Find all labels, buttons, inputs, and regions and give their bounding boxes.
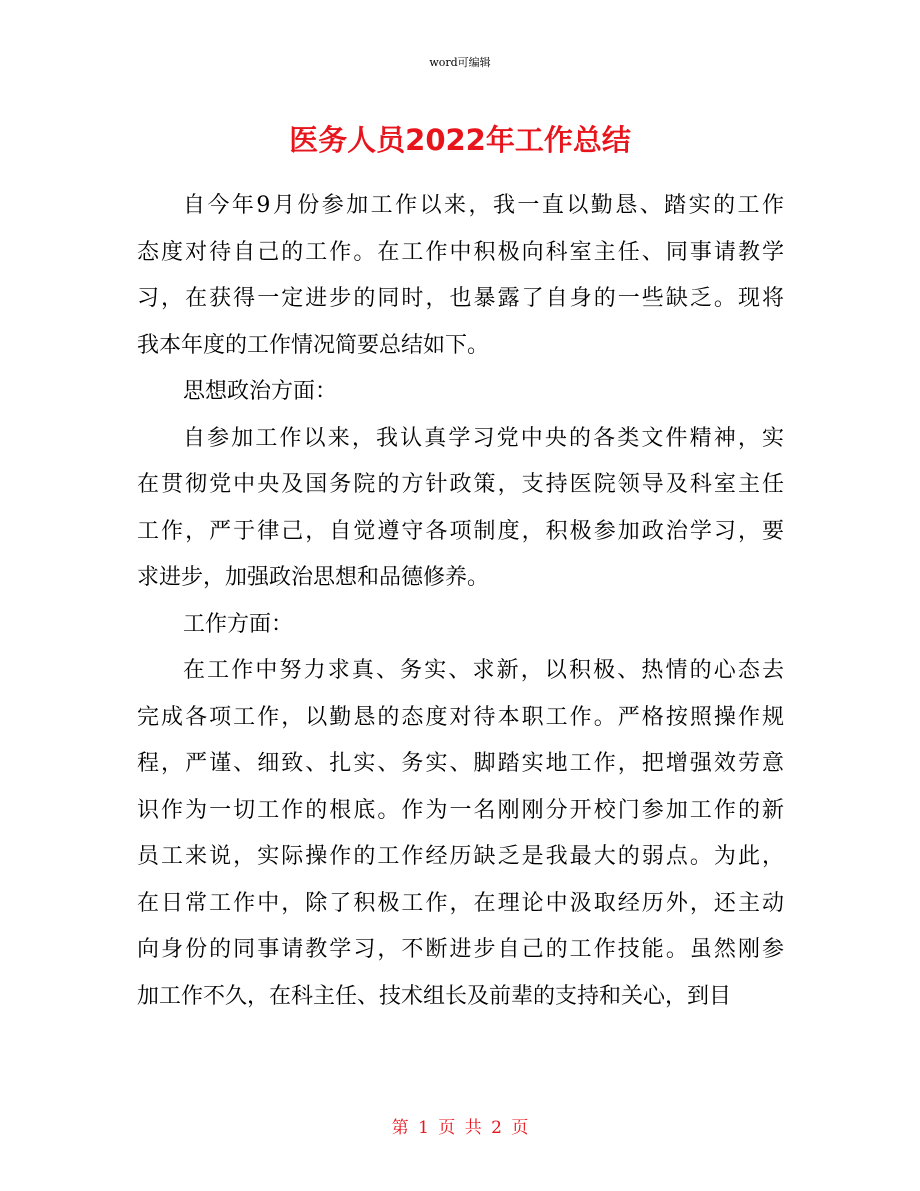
paragraph: [137, 605, 784, 652]
page-header: word可编辑: [429, 56, 491, 69]
paragraph: [137, 419, 784, 605]
paragraph-line: 识作为一切工作的根底。作为一名刚刚分开校门参加工作的新: [137, 797, 784, 823]
document-title: 医务人员2022年工作总结: [289, 123, 631, 157]
paragraph-line: 在贯彻党中央及国务院的方针政策，支持医院领导及科室主任: [137, 472, 784, 497]
paragraph-line: 在日常工作中，除了积极工作，在理论中汲取经历外，还主动: [137, 890, 784, 916]
paragraph-line: 工作，严于律己，自觉遵守各项制度，积极参加政治学习，要: [137, 518, 784, 544]
paragraph: [137, 372, 784, 419]
document-body: [137, 186, 784, 1023]
paragraph-line: 自参加工作以来，我认真学习党中央的各类文件精神，实: [183, 425, 784, 451]
page-number-footer: 第 1 页 共 2 页: [391, 1118, 529, 1138]
paragraph-line: 工作方面：: [183, 611, 294, 637]
paragraph-line: 加工作不久，在科主任、技术组长及前辈的支持和关心，到目: [137, 983, 732, 1009]
paragraph-line: 求进步，加强政治思想和品德修养。: [137, 565, 490, 590]
paragraph-line: 思想政治方面：: [183, 379, 338, 404]
paragraph-line: 习，在获得一定进步的同时，也暴露了自身的一些缺乏。现将: [137, 286, 784, 311]
paragraph-line: 程，严谨、细致、扎实、务实、脚踏实地工作，把增强效劳意: [137, 751, 784, 776]
paragraph: [137, 186, 784, 372]
paragraph-line: 我本年度的工作情况简要总结如下。: [137, 332, 490, 358]
paragraph: [137, 651, 784, 1023]
paragraph-line: 完成各项工作，以勤恳的态度对待本职工作。严格按照操作规: [137, 704, 784, 730]
paragraph-line: 员工来说，实际操作的工作经历缺乏是我最大的弱点。为此，: [137, 844, 784, 869]
paragraph-line: 在工作中努力求真、务实、求新，以积极、热情的心态去: [183, 658, 784, 683]
paragraph-line: 态度对待自己的工作。在工作中积极向科室主任、同事请教学: [137, 239, 784, 265]
paragraph-line: 自今年9月份参加工作以来，我一直以勤恳、踏实的工作: [183, 193, 784, 218]
paragraph-line: 向身份的同事请教学习，不断进步自己的工作技能。虽然刚参: [137, 937, 784, 962]
